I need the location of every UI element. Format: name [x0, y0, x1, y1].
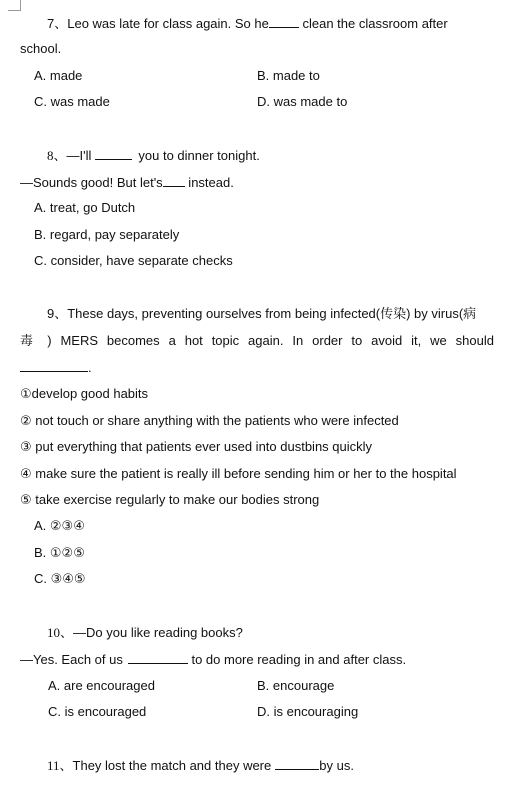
q9-line3-end: .	[88, 360, 92, 375]
q8-option-c: C. consider, have separate checks	[34, 253, 233, 268]
answer-blank	[95, 147, 132, 160]
q7-stem-cont: school.	[20, 41, 62, 56]
q7-option-a: A. made	[34, 68, 83, 83]
q8-line1-part1: —I'll	[66, 148, 92, 163]
q9-statement-5: ⑤ take exercise regularly to make our bodies strong	[20, 492, 320, 507]
q10-line1	[47, 625, 243, 641]
page-corner-mark	[8, 0, 21, 11]
q10-option-c: C. is encouraged	[48, 704, 147, 719]
q11-number: 11、	[47, 758, 73, 773]
q10-line2-part1: —Yes. Each of us	[20, 652, 123, 667]
q8-line2-part2: instead.	[184, 175, 234, 190]
q11-stem-part1: They lost the match and they were	[72, 758, 272, 773]
q10-line2-part2: to do more reading in and after class.	[187, 652, 407, 667]
q7-stem	[47, 15, 448, 32]
q8-option-b: B. regard, pay separately	[34, 227, 180, 242]
q9-statement-2: ② not touch or share anything with the patients who were infected	[20, 413, 399, 428]
q9-line2: 毒 ) MERS becomes a hot topic again. In order to avoid it, we should	[20, 333, 494, 348]
answer-blank	[128, 651, 188, 664]
q9-option-b: B. ①②⑤	[34, 545, 85, 560]
q9-line1: 9、These days, preventing ourselves from being infected(传染) by virus(病	[47, 306, 477, 321]
q11-stem-part2: by us.	[319, 758, 354, 773]
answer-blank	[163, 174, 185, 187]
q8-line1-part2: you to dinner tonight.	[138, 148, 260, 163]
q7-option-c: C. was made	[34, 94, 110, 109]
q10-option-a: A. are encouraged	[48, 678, 155, 693]
answer-blank	[275, 757, 319, 770]
q9-statement-3: ③ put everything that patients ever used into dustbins quickly	[20, 439, 373, 454]
q8-number: 8、	[47, 148, 67, 163]
q9-option-a: A. ②③④	[34, 518, 85, 533]
answer-blank	[20, 359, 88, 372]
q7-option-b: B. made to	[257, 68, 320, 83]
q10-line2	[20, 651, 406, 668]
q8-stem	[47, 147, 260, 164]
q8-line2-part1: —Sounds good! But let's	[20, 175, 163, 190]
q10-option-b: B. encourage	[257, 678, 335, 693]
q7-stem-part2: clean the classroom after	[298, 16, 448, 31]
q9-statement-4: ④ make sure the patient is really ill before sending him or her to the hospital	[20, 466, 457, 481]
q11-stem	[47, 757, 354, 774]
answer-blank	[269, 15, 299, 28]
q10-option-d: D. is encouraging	[257, 704, 359, 719]
q9-statement-1: ①develop good habits	[20, 386, 149, 401]
q7-stem-part1: 7、Leo was late for class again. So he	[47, 16, 269, 31]
q9-option-c: C. ③④⑤	[34, 571, 86, 586]
q8-line2	[20, 174, 234, 191]
q10-line1-text: —Do you like reading books?	[73, 625, 243, 640]
q7-option-d: D. was made to	[257, 94, 348, 109]
q10-number: 10、	[47, 625, 74, 640]
q9-line3	[20, 359, 92, 376]
q8-option-a: A. treat, go Dutch	[34, 200, 136, 215]
